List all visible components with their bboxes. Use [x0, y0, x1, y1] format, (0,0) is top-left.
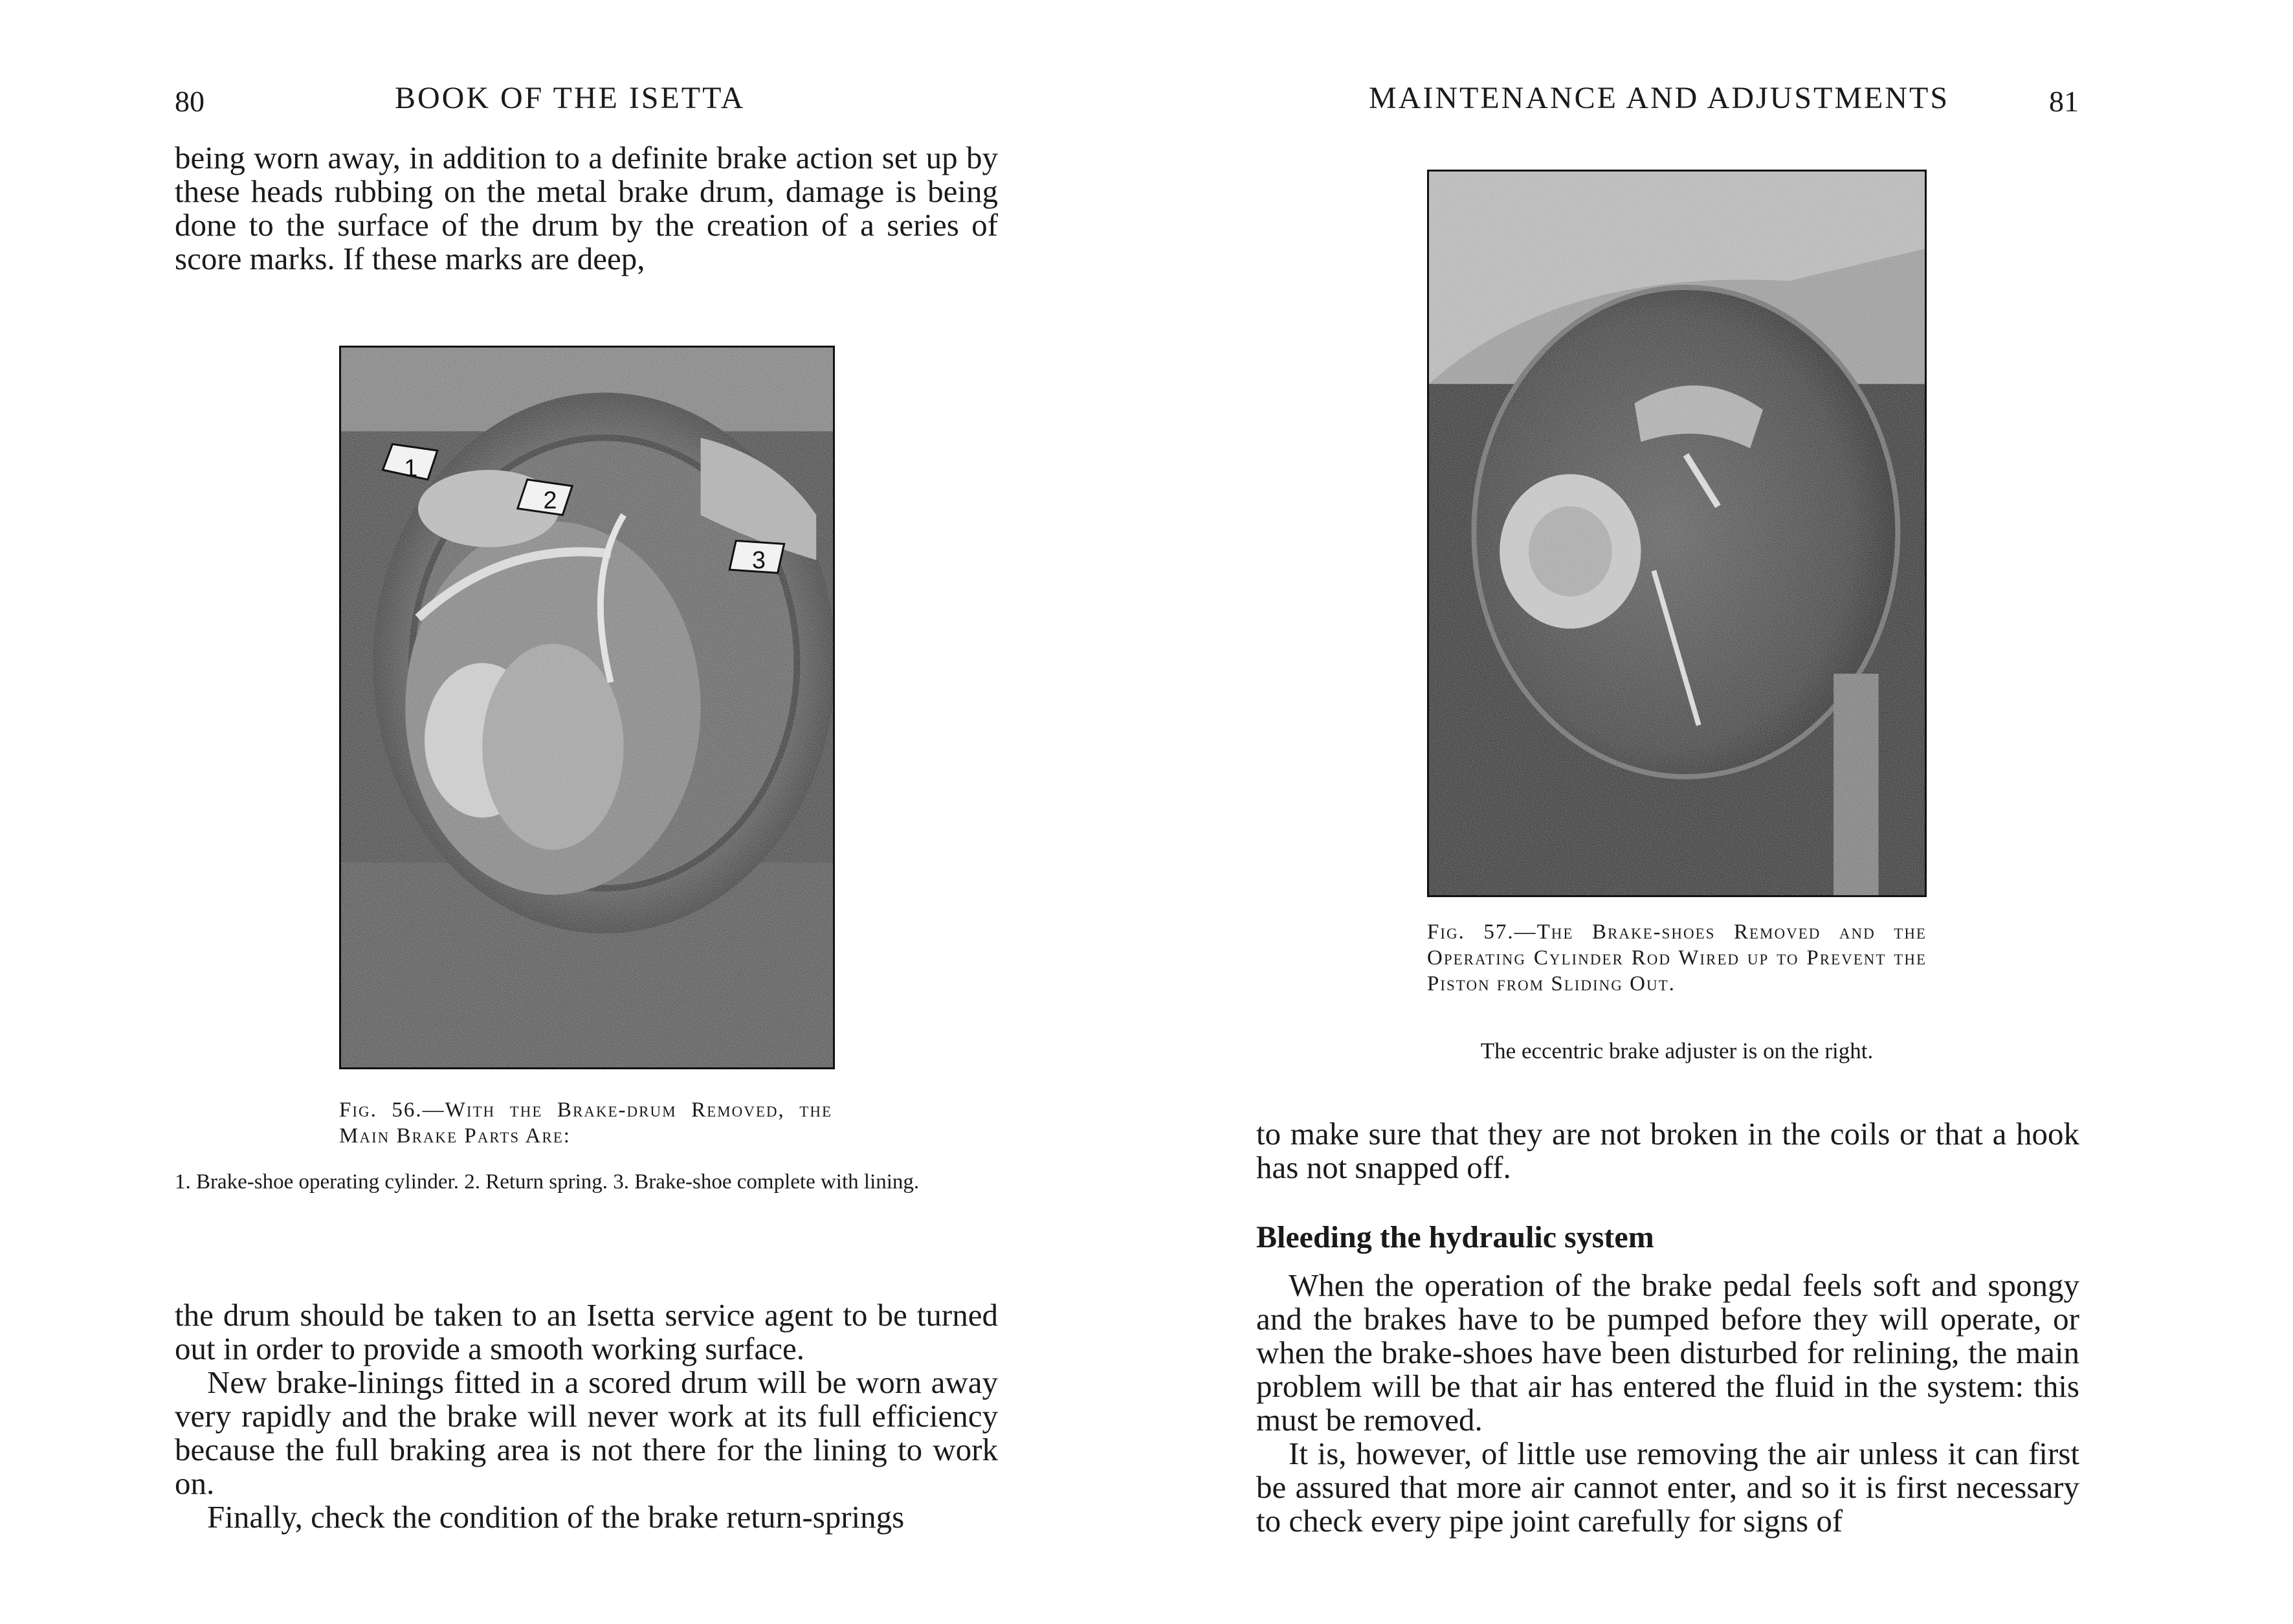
- body-text-section: [1256, 1269, 2079, 1538]
- paragraph: It is, however, of little use removing the air unless it can first be assured that more air cannot enter, and so it is first necessary to check every pipe joint carefully for signs of: [1256, 1436, 2079, 1539]
- body-text-bottom: [175, 1298, 998, 1534]
- figure-57-note: The eccentric brake adjuster is on the right.: [1480, 1038, 1874, 1063]
- paragraph: the drum should be taken to an Isetta service agent to be turned out in order to provide a smooth working surface.: [175, 1297, 998, 1366]
- brake-shoes-removed-illustration: [1429, 172, 1925, 895]
- callout-1: 1: [404, 454, 418, 482]
- page-number: 80: [175, 85, 205, 118]
- figure-56-caption: Fig. 56.—With the Brake-drum Removed, the Main Brake Parts Are:: [339, 1098, 832, 1148]
- right-page: [1146, 0, 2293, 1624]
- callout-3: 3: [751, 546, 766, 574]
- figure-56-parts-list: 1. Brake-shoe operating cylinder. 2. Return spring. 3. Brake-shoe complete with lining.: [175, 1170, 920, 1194]
- body-text-continued: [1256, 1117, 2079, 1185]
- paragraph: New brake-linings fitted in a scored drum will be worn away very rapidly and the brake will never work at its full efficiency because the full braking area is not there for the lining to work on.: [175, 1364, 998, 1501]
- body-text-top: [175, 141, 998, 276]
- paragraph: being worn away, in addition to a definite brake action set up by these heads rubbing on the metal brake drum, damage is being done to the surface of the drum by the creation of a series of score marks. If these marks are deep,: [175, 140, 998, 276]
- callout-2: 2: [543, 486, 557, 514]
- page-number: 81: [2049, 85, 2079, 118]
- figure-57-caption: Fig. 57.—The Brake-shoes Removed and the Operating Cylinder Rod Wired up to Prevent the Piston from Sliding Out.: [1427, 920, 1927, 996]
- running-head: BOOK OF THE ISETTA: [395, 81, 746, 115]
- paragraph: Finally, check the condition of the brake return-springs: [207, 1499, 905, 1535]
- brake-drum-illustration: [341, 348, 833, 1067]
- paragraph: to make sure that they are not broken in the coils or that a hook has not snapped off.: [1256, 1116, 2079, 1185]
- running-head: MAINTENANCE AND ADJUSTMENTS: [1369, 81, 1950, 115]
- section-heading: Bleeding the hydraulic system: [1256, 1220, 1654, 1254]
- paragraph: When the operation of the brake pedal feels soft and spongy and the brakes have to be pumped before they will operate, or when the brake-shoes have been disturbed for relining, the main problem will be that air has entered the fluid in the system: this must be removed.: [1256, 1267, 2079, 1438]
- figure-56-photo: [339, 346, 835, 1069]
- figure-57-photo: [1427, 170, 1927, 897]
- left-page: [0, 0, 1146, 1624]
